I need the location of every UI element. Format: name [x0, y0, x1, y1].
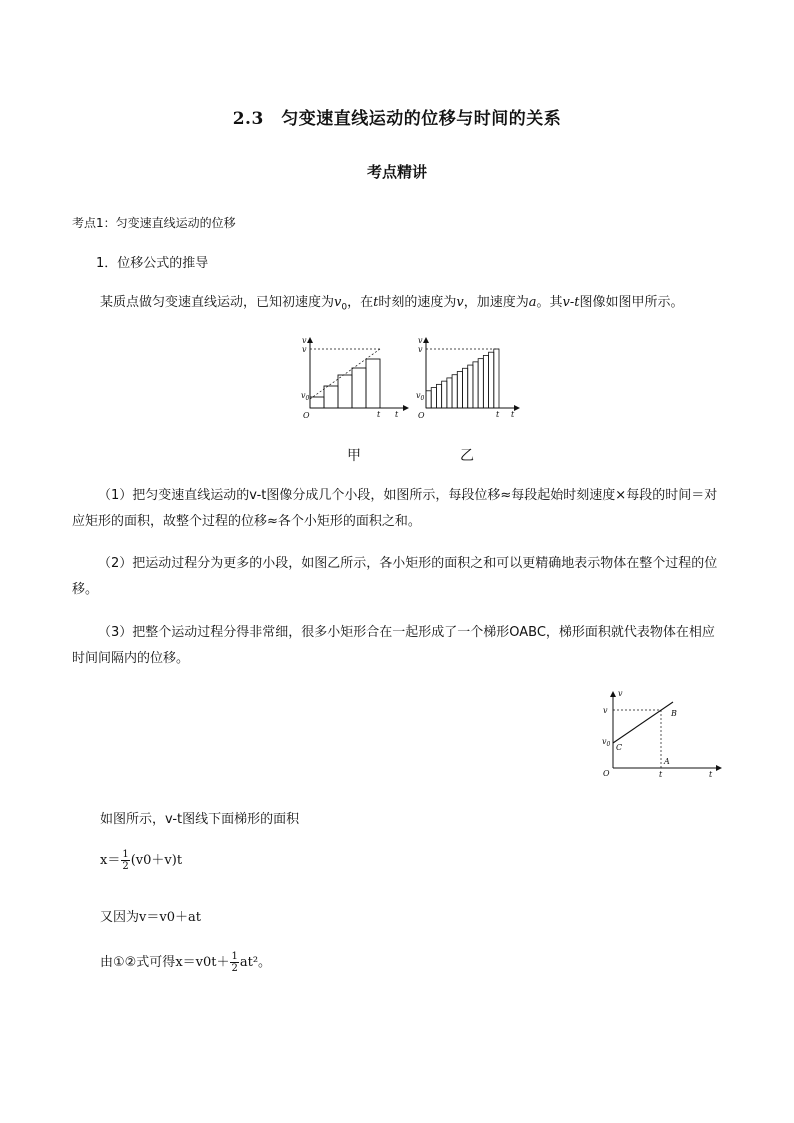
intro-paragraph: 某质点做匀变速直线运动，已知初速度为$v_0$，在t时刻的速度为v，加速度为a。其v-t图像如图甲所示。	[100, 295, 684, 313]
thin-rectangles	[426, 349, 499, 408]
thin-rect	[431, 388, 436, 408]
page-subtitle: 考点精讲	[366, 163, 427, 181]
label-v0: $v_0$	[602, 737, 611, 748]
label-origin: O	[603, 769, 610, 778]
label-t: t	[659, 770, 663, 779]
thin-rect	[436, 384, 441, 408]
label-v: v	[302, 336, 307, 345]
page-title: 2.3 匀变速直线运动的位移与时间的关系	[232, 109, 562, 129]
paragraph-3: （3）把整个运动过程分得非常细，很多小矩形合在一起形成了一个梯形OABC，梯形面积就代表物体在相应时间间隔内的位移。	[72, 625, 715, 666]
thin-rect	[442, 381, 447, 408]
thin-rect	[463, 368, 468, 408]
label-B: B	[671, 709, 677, 718]
area-statement: 如图所示，v-t图线下面梯形的面积	[100, 812, 300, 827]
label-v-axis: v	[618, 689, 623, 698]
thin-rect	[468, 365, 473, 408]
label-t: t	[377, 410, 381, 419]
caption-yi: 乙	[460, 448, 474, 464]
graph-yi	[415, 332, 523, 424]
thin-rect	[457, 372, 462, 409]
graph-trapezoid	[595, 688, 725, 780]
thin-rect	[483, 355, 488, 408]
subsection-heading: 1．位移公式的推导	[96, 256, 209, 271]
label-t-axis: t	[395, 410, 399, 419]
thin-rect	[447, 378, 452, 408]
equation-1: x＝ $\frac{1}{2}$ (v0＋v)t	[100, 849, 183, 872]
velocity-line	[613, 702, 673, 743]
paragraph-2: （2）把运动过程分为更多的小段，如图乙所示，各小矩形的面积之和可以更精确地表示物体在整个过程的位移。	[72, 556, 718, 597]
label-C: C	[616, 743, 623, 752]
graph-jia	[300, 332, 412, 424]
label-v0: $v_0$	[301, 391, 310, 402]
paragraph-1: （1）把匀变速直线运动的v-t图像分成几个小段，如图所示，每段位移≈每段起始时刻速度×每段的时间＝对应矩形的面积，故整个过程的位移≈各个小矩形的面积之和。	[72, 488, 718, 529]
label-v0: $v_0$	[416, 391, 425, 402]
label-t: t	[496, 410, 500, 419]
label-v: v	[418, 336, 423, 345]
thin-rect	[473, 362, 478, 408]
label-A: A	[664, 757, 670, 766]
thin-rect	[426, 391, 431, 408]
label-t-axis: t	[709, 770, 713, 779]
label-t-axis: t	[511, 410, 515, 419]
rectangles	[310, 359, 380, 408]
label-v-level: v	[418, 345, 423, 354]
label-origin: O	[418, 411, 425, 420]
equation-3-line: 由①②式可得x＝v0t＋ $\frac{1}{2}$ at²。	[100, 951, 272, 974]
thin-rect	[494, 349, 499, 408]
label-v-level: v	[302, 345, 307, 354]
caption-jia: 甲	[347, 448, 361, 464]
label-v: v	[603, 706, 608, 715]
thin-rect	[489, 352, 494, 408]
label-origin: O	[303, 411, 310, 420]
equation-2-line: 又因为v＝v0＋at	[100, 910, 201, 925]
thin-rect	[478, 359, 483, 408]
section-heading: 考点1：匀变速直线运动的位移	[72, 216, 236, 230]
thin-rect	[452, 375, 457, 408]
